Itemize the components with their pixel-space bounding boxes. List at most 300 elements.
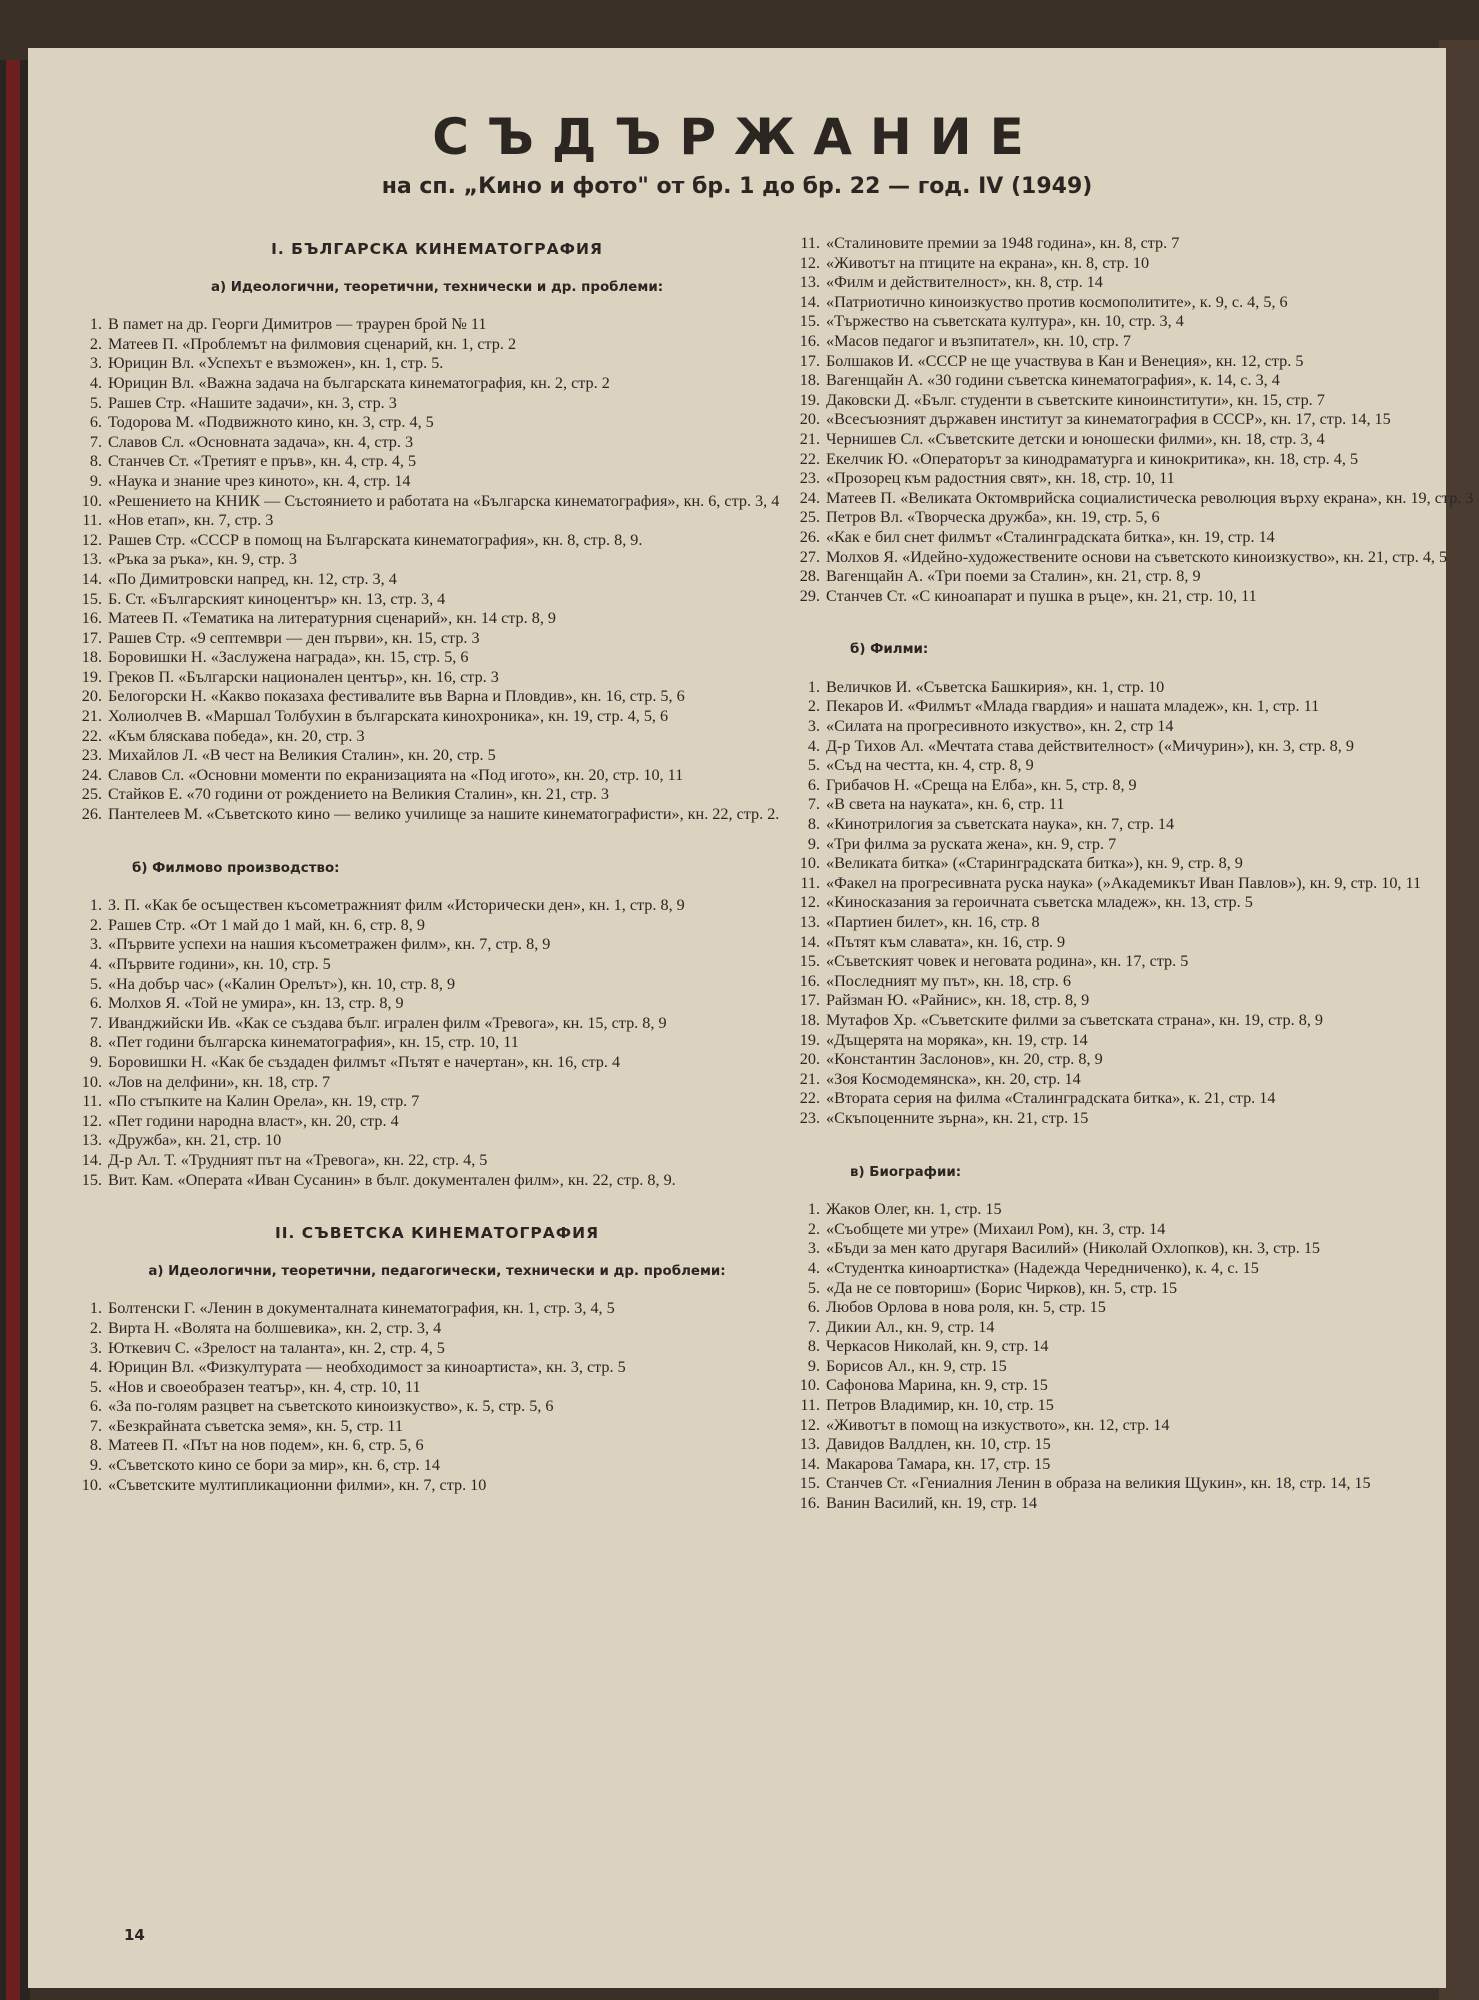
- list-item: [72, 648, 802, 668]
- item-text: «Лов на делфини», кн. 18, стр. 7: [108, 1072, 331, 1091]
- list-item: [790, 528, 1479, 548]
- item-number: 24.: [799, 488, 820, 507]
- item-number: 9.: [807, 834, 820, 853]
- item-number: 20.: [799, 1050, 820, 1069]
- list-item: [790, 756, 1479, 776]
- item-number: 7.: [89, 1013, 102, 1032]
- list-item: [72, 1339, 802, 1359]
- item-number: 5.: [807, 1278, 820, 1297]
- item-number: 11.: [82, 1092, 102, 1111]
- item-number: 15.: [81, 589, 102, 608]
- item-text: Грибачов Н. «Среща на Елба», кн. 5, стр. 8, 9: [826, 775, 1137, 794]
- item-number: 22.: [81, 726, 102, 745]
- list-item: [790, 776, 1479, 796]
- item-text: «Към бляскава победа», кн. 20, стр. 3: [108, 726, 365, 745]
- item-text: Ванин Василий, кн. 19, стр. 14: [826, 1494, 1038, 1513]
- item-text: «Бъди за мен като другаря Василий» (Николай Охлопков), кн. 3, стр. 15: [826, 1239, 1321, 1258]
- list-item: [790, 293, 1479, 313]
- section-heading-su: II. СЪВЕТСКА КИНЕМАТОГРАФИЯ: [274, 1224, 600, 1243]
- item-text: «Първите години», кн. 10, стр. 5: [108, 955, 331, 973]
- item-text: Черкасов Николай, кн. 9, стр. 14: [826, 1337, 1049, 1356]
- item-number: 13.: [799, 913, 820, 931]
- item-text: Петров Владимир, кн. 10, стр. 15: [826, 1396, 1054, 1415]
- list-item: [790, 893, 1479, 913]
- list-item: [72, 805, 802, 825]
- page-number: 14: [124, 1926, 145, 1944]
- item-number: 19.: [799, 1030, 820, 1049]
- item-number: 9.: [89, 471, 102, 490]
- item-number: 23.: [799, 469, 820, 488]
- item-number: 16.: [81, 609, 102, 628]
- list-item: [72, 1073, 802, 1093]
- list-item: [790, 933, 1479, 953]
- item-text: «Съветските мултипликационни филми», кн. 7, стр. 10: [108, 1475, 487, 1494]
- list-item: [72, 1358, 802, 1378]
- list-item: [72, 590, 802, 610]
- item-number: 16.: [799, 331, 820, 350]
- item-text: «Кинотрилогия за съветската наука», кн. 7, стр. 14: [826, 815, 1175, 834]
- list-item: [790, 548, 1479, 568]
- list-item: [72, 896, 802, 916]
- list-item: [790, 508, 1479, 528]
- item-number: 4.: [807, 736, 820, 755]
- item-number: 14.: [799, 292, 820, 311]
- item-text: Петров Вл. «Творческа дружба», кн. 19, стр. 5, 6: [826, 508, 1160, 527]
- item-text: «Партиен билет», кн. 16, стр. 8: [826, 913, 1040, 931]
- item-text: «Животът в помощ на изкуството», кн. 12, стр. 14: [826, 1415, 1170, 1434]
- item-number: 4.: [89, 1358, 102, 1377]
- item-text: Макарова Тамара, кн. 17, стр. 15: [826, 1454, 1051, 1473]
- item-text: Боровишки Н. «Как бе създаден филмът «Пътят е начертан», кн. 16, стр. 4: [108, 1052, 621, 1071]
- item-text: Матеев П. «Проблемът на филмовия сценарий, кн. 1, стр. 2: [108, 334, 517, 353]
- item-number: 5.: [89, 974, 102, 993]
- list-item: [790, 234, 1479, 254]
- item-text: Юрицин Вл. «Физкултурата — необходимост за киноартиста», кн. 3, стр. 5: [108, 1358, 626, 1377]
- item-number: 16.: [799, 1494, 820, 1513]
- list-item: [72, 452, 802, 472]
- item-text: Тодорова М. «Подвижното кино, кн. 3, стр. 4, 5: [108, 413, 434, 432]
- entry-list: [790, 234, 1479, 606]
- list-item: [790, 972, 1479, 992]
- list-item: [72, 1092, 802, 1112]
- item-number: 12.: [799, 253, 820, 272]
- item-text: Рашев Стр. «Нашите задачи», кн. 3, стр. 3: [108, 393, 397, 412]
- item-text: Юрицин Вл. «Успехът е възможен», кн. 1, стр. 5.: [108, 354, 444, 373]
- list-item: [72, 394, 802, 414]
- item-text: «Великата битка» («Старинградската битка»), кн. 9, стр. 8, 9: [826, 854, 1243, 873]
- item-number: 9.: [89, 1052, 102, 1071]
- list-item: [790, 1011, 1479, 1031]
- item-text: «Киносказания за героичната съветска младеж», кн. 13, стр. 5: [826, 893, 1253, 912]
- item-number: 23.: [799, 1108, 820, 1127]
- item-number: 13.: [799, 1435, 820, 1454]
- list-item: [790, 697, 1479, 717]
- entry-list: [790, 678, 1479, 1129]
- item-number: 1.: [807, 677, 820, 696]
- item-text: «Филм и действителност», кн. 8, стр. 14: [826, 273, 1103, 292]
- list-item: [790, 273, 1479, 293]
- item-text: «Всесъюзният държавен институт за кинематография в СССР», кн. 17, стр. 14, 15: [826, 410, 1391, 429]
- item-number: 10.: [81, 491, 102, 510]
- item-text: Станчев Ст. «Гениалния Ленин в образа на великия Щукин», кн. 18, стр. 14, 15: [826, 1474, 1371, 1493]
- item-text: Белогорски Н. «Какво показаха фестивалите във Варна и Пловдив», кн. 16, стр. 5, 6: [108, 687, 685, 706]
- list-item: [72, 1151, 802, 1171]
- list-item: [790, 1455, 1479, 1475]
- item-number: 7.: [807, 1317, 820, 1336]
- list-item: [72, 1378, 802, 1398]
- list-item: [790, 567, 1479, 587]
- item-text: «Тържество на съветската култура», кн. 10, стр. 3, 4: [826, 312, 1184, 331]
- item-number: 1.: [807, 1200, 820, 1219]
- list-item: [72, 687, 802, 707]
- item-number: 27.: [799, 547, 820, 566]
- list-item: [72, 668, 802, 688]
- list-item: [790, 717, 1479, 737]
- item-number: 17.: [799, 991, 820, 1010]
- list-item: [72, 935, 802, 955]
- item-number: 17.: [81, 628, 102, 647]
- item-number: 24.: [81, 765, 102, 784]
- list-item: [72, 994, 802, 1014]
- item-number: 14.: [799, 1454, 820, 1473]
- item-text: «Пътят към славата», кн. 16, стр. 9: [826, 932, 1066, 951]
- item-text: Болтенски Г. «Ленин в документалната кинематография, кн. 1, стр. 3, 4, 5: [108, 1299, 615, 1318]
- list-item: [72, 975, 802, 995]
- list-item: [790, 1050, 1479, 1070]
- list-item: [790, 489, 1479, 509]
- item-number: 6.: [89, 413, 102, 432]
- item-number: 20.: [81, 687, 102, 706]
- item-text: Рашев Стр. «От 1 май до 1 май, кн. 6, стр. 8, 9: [108, 915, 425, 934]
- list-item: [790, 1279, 1479, 1299]
- item-number: 6.: [807, 775, 820, 794]
- list-item: [790, 410, 1479, 430]
- item-number: 18.: [81, 648, 102, 667]
- list-item: [72, 433, 802, 453]
- list-item: [790, 1089, 1479, 1109]
- list-item: [72, 1476, 802, 1496]
- section-heading-bg: I. БЪЛГАРСКА КИНЕМАТОГРАФИЯ: [271, 240, 603, 258]
- item-number: 15.: [799, 1474, 820, 1493]
- list-item: [790, 854, 1479, 874]
- item-number: 12.: [799, 1415, 820, 1434]
- item-text: Пекаров И. «Филмът «Млада гвардия» и нашата младеж», кн. 1, стр. 11: [826, 697, 1320, 716]
- entry-list: [72, 315, 802, 824]
- item-text: Юткевич С. «Зрелост на таланта», кн. 2, стр. 4, 5: [108, 1338, 445, 1357]
- item-number: 3.: [89, 1338, 102, 1357]
- list-item: [790, 1435, 1479, 1455]
- list-item: [72, 785, 802, 805]
- item-number: 15.: [799, 312, 820, 331]
- item-text: «Съветският човек и неговата родина», кн. 17, стр. 5: [826, 952, 1189, 971]
- list-item: [790, 1416, 1479, 1436]
- item-text: «Да не се повториш» (Борис Чирков), кн. 5, стр. 15: [826, 1278, 1178, 1297]
- item-text: «Сталиновите премии за 1948 година», кн. 8, стр. 7: [826, 234, 1180, 252]
- list-item: [72, 1456, 802, 1476]
- item-text: «Нов и своеобразен театър», кн. 4, стр. 10, 11: [108, 1377, 421, 1396]
- item-number: 11.: [800, 873, 820, 892]
- list-item: [72, 1171, 802, 1191]
- list-item: [72, 916, 802, 936]
- subsection-heading: а) Идеологични, теоретични, технически и др. проблеми:: [210, 279, 664, 295]
- item-number: 13.: [799, 273, 820, 292]
- item-text: «Три филма за руската жена», кн. 9, стр. 7: [826, 834, 1117, 853]
- list-item: [790, 469, 1479, 489]
- item-number: 17.: [799, 351, 820, 370]
- list-item: [72, 354, 802, 374]
- item-text: Рашев Стр. «9 септември — ден първи», кн. 15, стр. 3: [108, 628, 480, 647]
- item-number: 14.: [81, 569, 102, 588]
- item-number: 3.: [807, 1239, 820, 1258]
- item-number: 5.: [89, 393, 102, 412]
- list-item: [790, 913, 1479, 933]
- entry-list: [72, 1299, 802, 1495]
- list-item: [790, 1494, 1479, 1514]
- list-item: [72, 1033, 802, 1053]
- item-text: «Животът на птиците на екрана», кн. 8, стр. 10: [826, 253, 1150, 272]
- item-text: «Прозорец към радостния свят», кн. 18, стр. 10, 11: [826, 469, 1175, 488]
- item-number: 10.: [799, 854, 820, 873]
- item-number: 2.: [89, 915, 102, 934]
- item-number: 9.: [89, 1456, 102, 1475]
- item-text: Пантелеев М. «Съветското кино — велико училище за нашите кинематографисти», кн. 22, стр. 2.: [108, 805, 780, 824]
- list-item: [72, 1397, 802, 1417]
- list-item: [72, 727, 802, 747]
- list-item: [72, 1436, 802, 1456]
- item-text: Даковски Д. «Бълг. студенти в съветските киноинститути», кн. 15, стр. 7: [826, 390, 1325, 409]
- item-text: Боровишки Н. «Заслужена награда», кн. 15, стр. 5, 6: [108, 648, 469, 667]
- book-binding: [0, 60, 30, 2000]
- item-text: Славов Сл. «Основната задача», кн. 4, стр. 3: [108, 432, 414, 451]
- item-number: 11.: [800, 234, 820, 252]
- list-item: [790, 587, 1479, 607]
- item-text: Юрицин Вл. «Важна задача на българската кинематография, кн. 2, стр. 2: [108, 373, 610, 392]
- item-number: 19.: [799, 390, 820, 409]
- item-number: 1.: [89, 896, 102, 915]
- item-number: 25.: [799, 508, 820, 527]
- list-item: [72, 1299, 802, 1319]
- item-text: «Как е бил снет филмът «Сталинградската битка», кн. 19, стр. 14: [826, 527, 1275, 546]
- item-number: 8.: [807, 1337, 820, 1356]
- item-text: «Ръка за ръка», кн. 9, стр. 3: [108, 550, 297, 569]
- list-item: [790, 737, 1479, 757]
- list-item: [72, 315, 802, 335]
- item-number: 21.: [799, 429, 820, 448]
- item-text: Вирта Н. «Волята на болшевика», кн. 2, стр. 3, 4: [108, 1318, 442, 1337]
- item-text: В памет на др. Георги Димитров — траурен брой № 11: [108, 315, 487, 334]
- list-item: [72, 413, 802, 433]
- item-number: 20.: [799, 410, 820, 429]
- item-text: Болшаков И. «СССР не ще участвува в Кан и Венеция», кн. 12, стр. 5: [826, 351, 1304, 370]
- list-item: [790, 795, 1479, 815]
- list-item: [790, 1109, 1479, 1129]
- item-number: 11.: [800, 1396, 820, 1415]
- item-text: «Съд на честта, кн. 4, стр. 8, 9: [826, 756, 1034, 775]
- item-text: «Факел на прогресивната руска наука» (»Академикът Иван Павлов»), кн. 9, стр. 10, 11: [826, 873, 1422, 892]
- item-text: Стайков Е. «70 години от рождението на Великия Сталин», кн. 21, стр. 3: [108, 785, 609, 804]
- item-text: «Дъщерята на моряка», кн. 19, стр. 14: [826, 1030, 1088, 1049]
- item-text: Станчев Ст. «С киноапарат и пушка в ръце», кн. 21, стр. 10, 11: [826, 586, 1257, 605]
- list-item: [72, 766, 802, 786]
- item-text: «Последният му път», кн. 18, стр. 6: [826, 971, 1071, 990]
- list-item: [72, 955, 802, 975]
- list-item: [72, 550, 802, 570]
- item-text: Д-р Тихов Ал. «Мечтата става действителност» («Мичурин»), кн. 3, стр. 8, 9: [826, 736, 1354, 755]
- item-text: Давидов Валдлен, кн. 10, стр. 15: [826, 1435, 1051, 1454]
- item-text: Мутафов Хр. «Съветските филми за съветската страна», кн. 19, стр. 8, 9: [826, 1010, 1324, 1029]
- list-item: [72, 1014, 802, 1034]
- item-text: Екелчик Ю. «Операторът за кинодраматурга и кинокритика», кн. 18, стр. 4, 5: [826, 449, 1359, 468]
- list-item: [790, 952, 1479, 972]
- item-number: 10.: [81, 1475, 102, 1494]
- item-text: «По стъпките на Калин Орела», кн. 19, стр. 7: [108, 1092, 420, 1111]
- item-number: 8.: [807, 815, 820, 834]
- item-number: 22.: [799, 449, 820, 468]
- item-text: «Пет години българска кинематография», кн. 15, стр. 10, 11: [108, 1033, 519, 1052]
- item-number: 4.: [89, 373, 102, 392]
- item-text: Дикии Ал., кн. 9, стр. 14: [826, 1317, 995, 1336]
- list-item: [72, 511, 802, 531]
- item-number: 2.: [89, 1318, 102, 1337]
- subsection-heading: б) Филми:: [850, 642, 929, 658]
- item-number: 12.: [799, 893, 820, 912]
- item-text: Райзман Ю. «Райнис», кн. 18, стр. 8, 9: [826, 991, 1090, 1010]
- list-item: [72, 1319, 802, 1339]
- item-text: Рашев Стр. «СССР в помощ на Българската кинематография», кн. 8, стр. 8, 9.: [108, 530, 643, 549]
- item-number: 13.: [81, 1131, 102, 1150]
- item-text: Жаков Олег, кн. 1, стр. 15: [826, 1200, 1002, 1219]
- item-number: 22.: [799, 1089, 820, 1108]
- item-text: Д-р Ал. Т. «Трудният път на «Тревога», кн. 22, стр. 4, 5: [108, 1150, 488, 1169]
- list-item: [790, 450, 1479, 470]
- item-text: Вит. Кам. «Операта «Иван Сусанин» в бълг. документален филм», кн. 22, стр. 8, 9.: [108, 1170, 676, 1189]
- list-item: [72, 1112, 802, 1132]
- entry-list: [790, 1200, 1479, 1514]
- list-item: [72, 374, 802, 394]
- item-number: 21.: [81, 707, 102, 726]
- list-item: [790, 678, 1479, 698]
- item-text: «Студентка киноартистка» (Надежда Чередниченко), к. 4, с. 15: [826, 1258, 1259, 1277]
- item-number: 2.: [807, 697, 820, 716]
- list-item: [790, 1474, 1479, 1494]
- item-number: 29.: [799, 586, 820, 605]
- item-number: 10.: [81, 1072, 102, 1091]
- item-number: 26.: [799, 527, 820, 546]
- list-item: [790, 391, 1479, 411]
- item-number: 4.: [807, 1258, 820, 1277]
- item-number: 6.: [89, 1397, 102, 1416]
- item-text: «Решението на КНИК — Състоянието и работата на «Българска кинематография», кн. 6, стр. 3, 4: [108, 491, 780, 510]
- item-text: «Съветското кино се бори за мир», кн. 6, стр. 14: [108, 1456, 440, 1475]
- item-number: 7.: [89, 1416, 102, 1435]
- item-text: Матеев П. «Тематика на литературния сценарий», кн. 14 стр. 8, 9: [108, 609, 556, 628]
- item-number: 12.: [81, 530, 102, 549]
- item-number: 12.: [81, 1111, 102, 1130]
- item-text: «Зоя Космодемянска», кн. 20, стр. 14: [826, 1069, 1081, 1088]
- item-number: 5.: [89, 1377, 102, 1396]
- list-item: [790, 1396, 1479, 1416]
- item-text: «Силата на прогресивното изкуство», кн. 2, стр 14: [826, 717, 1174, 736]
- item-number: 25.: [81, 785, 102, 804]
- item-number: 26.: [81, 805, 102, 824]
- subsection-heading: б) Филмово производство:: [132, 860, 340, 876]
- item-number: 16.: [799, 971, 820, 990]
- item-number: 11.: [82, 511, 102, 530]
- item-text: «Безкрайната съветска земя», кн. 5, стр. 11: [108, 1416, 403, 1435]
- list-item: [790, 991, 1479, 1011]
- binding-strip: [6, 60, 20, 2000]
- item-number: 15.: [799, 952, 820, 971]
- list-item: [72, 629, 802, 649]
- list-item: [790, 1259, 1479, 1279]
- list-item: [790, 1337, 1479, 1357]
- item-number: 13.: [81, 550, 102, 569]
- list-item: [790, 352, 1479, 372]
- item-text: Станчев Ст. «Третият е пръв», кн. 4, стр. 4, 5: [108, 452, 417, 471]
- item-number: 18.: [799, 1010, 820, 1029]
- item-number: 3.: [89, 354, 102, 373]
- list-item: [72, 746, 802, 766]
- list-item: [72, 531, 802, 551]
- item-number: 21.: [799, 1069, 820, 1088]
- item-number: 1.: [89, 315, 102, 334]
- item-text: Михайлов Л. «В чест на Великия Сталин», кн. 20, стр. 5: [108, 746, 496, 765]
- list-item: [72, 609, 802, 629]
- item-number: 6.: [807, 1298, 820, 1317]
- item-text: «Масов педагог и възпитател», кн. 10, стр. 7: [826, 331, 1131, 350]
- item-number: 1.: [89, 1299, 102, 1318]
- item-text: З. П. «Как бе осъществен късометражният филм «Исторически ден», кн. 1, стр. 8, 9: [108, 896, 685, 915]
- item-number: 2.: [807, 1219, 820, 1238]
- item-text: Б. Ст. «Българският киноцентър» кн. 13, стр. 3, 4: [108, 589, 446, 608]
- item-text: «Скъпоценните зърна», кн. 21, стр. 15: [826, 1108, 1089, 1127]
- item-text: «Съобщете ми утре» (Михаил Ром), кн. 3, стр. 14: [826, 1219, 1166, 1238]
- item-number: 9.: [807, 1356, 820, 1375]
- page-subtitle: на сп. „Кино и фото" от бр. 1 до бр. 22 — год. IV (1949): [381, 174, 1093, 199]
- list-item: [790, 815, 1479, 835]
- item-text: «По Димитровски напред, кн. 12, стр. 3, 4: [108, 569, 397, 588]
- list-item: [790, 1298, 1479, 1318]
- item-number: 18.: [799, 371, 820, 390]
- item-text: «Патриотично киноизкуство против космополитите», к. 9, с. 4, 5, 6: [826, 292, 1288, 311]
- entry-list: [72, 896, 802, 1190]
- item-number: 8.: [89, 452, 102, 471]
- item-number: 3.: [89, 935, 102, 954]
- list-item: [790, 1070, 1479, 1090]
- item-text: «Пет години народна власт», кн. 20, стр. 4: [108, 1111, 399, 1130]
- list-item: [790, 1220, 1479, 1240]
- list-item: [790, 1200, 1479, 1220]
- left-column: [72, 234, 802, 1495]
- list-item: [790, 1318, 1479, 1338]
- item-number: 28.: [799, 567, 820, 586]
- list-item: [790, 430, 1479, 450]
- list-item: [72, 472, 802, 492]
- list-item: [72, 570, 802, 590]
- item-text: Матеев П. «Великата Октомврийска социалистическа революция върху екрана», кн. 19, стр. 3: [826, 488, 1474, 507]
- item-text: «Дружба», кн. 21, стр. 10: [108, 1131, 282, 1150]
- list-item: [790, 1357, 1479, 1377]
- list-item: [790, 1376, 1479, 1396]
- item-number: 8.: [89, 1436, 102, 1455]
- item-number: 2.: [89, 334, 102, 353]
- item-number: 7.: [807, 795, 820, 814]
- item-text: Борисов Ал., кн. 9, стр. 15: [826, 1356, 1007, 1375]
- item-number: 3.: [807, 717, 820, 736]
- item-number: 23.: [81, 746, 102, 765]
- item-number: 15.: [81, 1170, 102, 1189]
- item-text: Любов Орлова в нова роля, кн. 5, стр. 15: [826, 1298, 1106, 1317]
